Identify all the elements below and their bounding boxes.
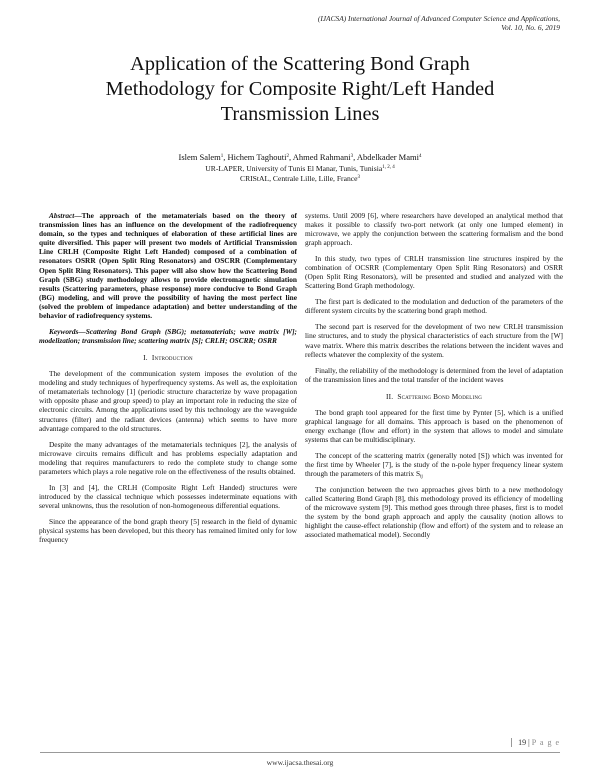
title-line-1: Application of the Scattering Bond Graph [130,53,470,75]
abstract-label: Abstract [49,211,75,220]
right-column [305,211,563,546]
paragraph: The bond graph tool appeared for the first time by Pynter [5], which is a unified graphical language for all domains. This approach is based on the phenomenon of energy exchange (flow and effort) in the system that allows to model and simulate systems that can be multidisciplinary. [305,407,563,444]
abstract-text: —The approach of the metamaterials based on the theory of transmission lines has an influence on the development of the radiofrequency domain, so the types and techniques of elaboration of these artificial lines are quite diversified. This paper will present two models of Artificial Transmission Line CRLH (Composite Right Left Handed) composed of a combination of resonators OSRR (Open Split Ring Resonators) and OSCRR (Complementary Open Split Ring Resonators). This paper will also show how the Scattering Bond Graph (SBG) study methodology allows to provide electromagnetic simulation results (Scattering parameters, phase response) more conducive to Bond Graph (BG) modeling, and will prove the possibility of having the most perfect line (solved the problem of impedance adaptation) and better understanding of the behavior of radiofrequency systems. [39,211,297,321]
author-name: Islem Salem [178,152,221,162]
journal-header [140,14,560,33]
paragraph: The second part is reserved for the development of two new CRLH transmission line structures, and to study the physical characteristics of each structure from the [W] wave matrix. Where this matrix describes the relations between the incident waves and reflects whatever the complexity of the system. [305,322,563,359]
affiliation-line [40,164,560,174]
paper-title [40,52,560,127]
section-number: I. [143,353,148,363]
paragraph [305,451,563,478]
author-name: Abdelkader Mami [356,152,419,162]
paragraph: The conjunction between the two approaches gives birth to a new methodology called Scattering Bond Graph [8], this methodology proved its efficiency of modelling of the microwave system [9]. This method goes through three phases, first is to model the system by the bond graph approach and apply the causality (notion allows to highlight the cause-effect relationship (flow and effort) of the system and to release an associated mathematical model). Secondly [305,484,563,540]
paragraph-text: The concept of the scattering matrix (generally noted [S]) which was invented for the first time by Wheeler [7], is the study of the n-pole hyper frequency linear system through the parameters of this matrix S [305,450,563,479]
keywords [39,327,297,345]
keywords-text: —Scattering Bond Graph (SBG); metamaterials; wave matrix [W]; modelization; transmission line; scattering matrix [S]; CRLH; OSCRR; OSRR [39,326,297,346]
subscript: ij [420,474,423,480]
section-title: Introduction [151,353,193,363]
author-affil-mark: 4 [418,154,422,159]
abstract [39,211,297,320]
affiliation-line [40,174,560,184]
affiliation-mark: 3 [357,174,360,180]
title-line-3: Transmission Lines [220,103,380,125]
journal-volume: Vol. 10, No. 6, 2019 [501,23,560,33]
section-number: II. [385,391,394,401]
affiliation-text: CRIStAL, Centrale Lille, Lille, France [240,173,358,183]
affiliations [40,164,560,184]
paragraph: The development of the communication system imposes the evolution of the modeling and study techniques of hyperfrequency systems. As well as, the exploitation of metamaterials technology [1] (periodic structure characterize by wave propagation with opposite phase and group speed) to play an important role in reducing the size of electronic circuits. Among the applications used by this technology are the waveguide structures (filter) and the radiant devices (antenna) which seems to have more advantage compared to the old structures. [39,369,297,433]
author-affil-mark: 1 [220,154,224,159]
paragraph: The first part is dedicated to the modulation and deduction of the parameters of the different system circuits by the scattering bond graph method. [305,297,563,316]
keywords-label: Keywords [49,326,79,336]
paragraph: systems. Until 2009 [6], where researchers have developed an analytical method that makes it possible to classify two-port network (at only one lumped element) in microwave, we apply the conjunction between the scattering formalism and the bond graph approach. [305,211,563,248]
affiliation-text: UR-LAPER, University of Tunis El Manar, Tunis, Tunisia [205,164,383,173]
author-affil-mark: 3 [350,154,354,159]
journal-name: (IJACSA) International Journal of Advanced Computer Science and Applications, [317,14,560,23]
paragraph: Finally, the reliability of the methodology is determined from the level of adaptation of the transmission lines and the total transfer of the incident waves [305,365,563,384]
page-number: 19 | P a g e [511,738,560,747]
journal-url[interactable]: www.ijacsa.thesai.org [266,758,334,767]
title-line-2: Methodology for Composite Right/Left Handed [105,78,495,100]
paragraph: In [3] and [4], the CRLH (Composite Right Left Handed) structures were introduced by the classical technique which possesses indeterminate equations with several unknowns, thus the resolution of non-homogeneous differential equations. [39,482,297,510]
author-name: Hichem Taghouti [227,152,287,162]
author-list: Islem Salem$^1$, Hichem Taghouti$^2$, Ahmed Rahmani$^3$, Abdelkader Mami$^4$ [178,152,422,162]
page-label: P a g e [531,738,560,747]
paragraph: Despite the many advantages of the metamaterials techniques [2], the analysis of microwave circuits remains difficult and has problems especially adaptation and modeling that requires manufacturers to redo the complete study to change some parameters which plays a role negative role on the effectiveness of the results obtained. [39,439,297,476]
affiliation-mark: 1, 2, 4 [382,165,395,170]
section-title: Scattering Bond Modeling [397,391,483,401]
section-heading-introduction [39,353,297,362]
left-column [39,211,297,551]
author-name: Ahmed Rahmani [292,152,351,162]
paragraph: In this study, two types of CRLH transmission line structures inspired by the combination of OCSRR (Complementary Open Split Ring Resonators) and OSRR (Open Split Ring Resonators), will be presented and studied and analyzed with the Scattering Bond Graph methodology. [305,254,563,291]
section-heading-scattering-bond-modeling [305,392,563,401]
footer-divider [40,752,560,753]
page-number-value: 19 [518,738,527,747]
paragraph: Since the appearance of the bond graph theory [5] research in the field of dynamic physical systems has been developed, but this theory has remained limited only for low frequency [39,516,297,544]
author-affil-mark: 2 [286,154,289,159]
